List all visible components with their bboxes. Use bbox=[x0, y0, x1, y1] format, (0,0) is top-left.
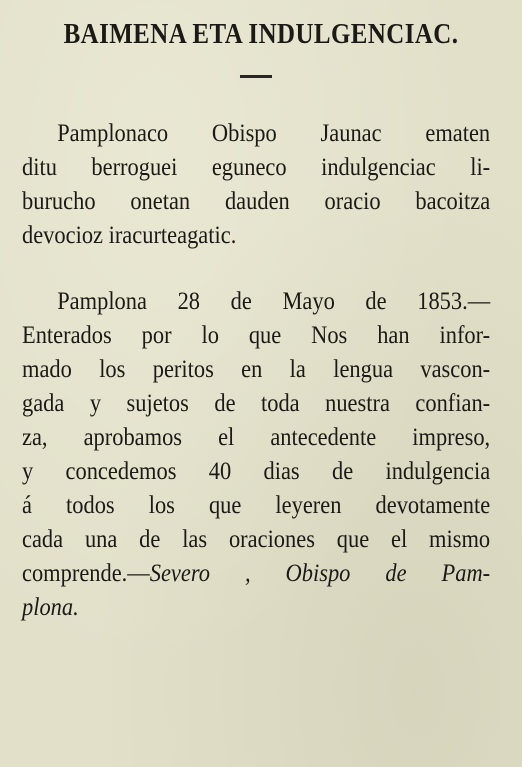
text-line: za, aprobamos el antecedente impreso, bbox=[22, 422, 491, 451]
signature-name: Severo , Obispo de Pam- bbox=[149, 558, 491, 587]
text-line: Pamplonaco Obispo Jaunac ematen bbox=[57, 118, 491, 147]
paragraph-spanish bbox=[22, 284, 490, 624]
text-line: cada una de las oraciones que el mismo bbox=[22, 524, 491, 553]
text-line: devocioz iracurteagatic. bbox=[22, 220, 237, 249]
signature-line bbox=[22, 556, 490, 590]
text-line: Pamplona 28 de Mayo de 1853.— bbox=[57, 286, 491, 315]
text-line: Enterados por lo que Nos han infor- bbox=[22, 320, 491, 349]
title-divider bbox=[240, 75, 272, 78]
text-line: á todos los que leyeren devotamente bbox=[22, 490, 491, 519]
text-line: burucho onetan dauden oracio bacoitza bbox=[22, 186, 491, 215]
text-line: y concedemos 40 dias de indulgencia bbox=[22, 456, 491, 485]
page-title: BAIMENA ETA INDULGENCIAC. bbox=[63, 18, 459, 50]
paragraph-basque bbox=[22, 116, 490, 252]
text-line: plona. bbox=[22, 592, 79, 621]
signature-prefix: comprende.— bbox=[22, 558, 150, 587]
text-line: gada y sujetos de toda nuestra confian- bbox=[22, 388, 491, 417]
text-line: mado los peritos en la lengua vascon- bbox=[22, 354, 491, 383]
text-line: ditu berroguei eguneco indulgenciac li- bbox=[22, 152, 491, 181]
